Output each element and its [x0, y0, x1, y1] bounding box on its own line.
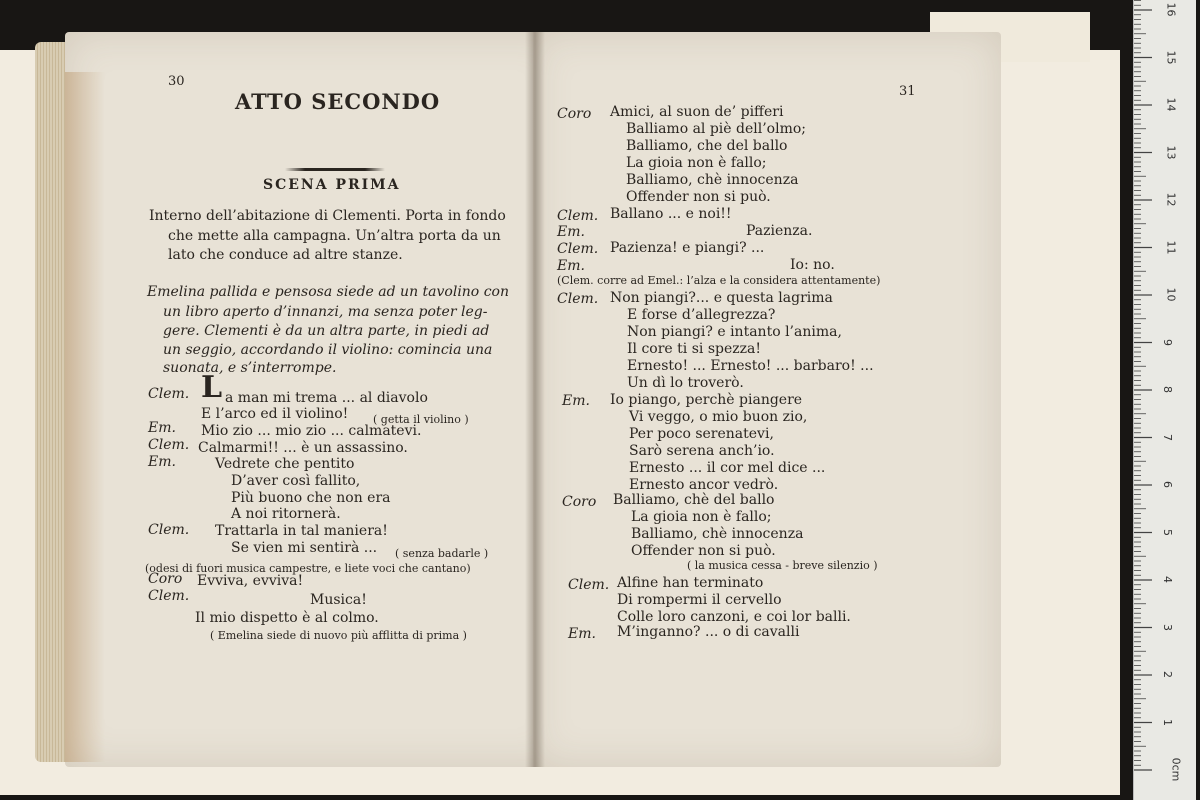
left-page-number: 30 [168, 74, 185, 89]
setting-line-3: lato che conduce ad altre stanze. [168, 247, 403, 263]
stage-note: (odesi di fuori musica campestre, e liete voci che cantano) [145, 562, 471, 575]
stage-note: ( senza badarle ) [395, 547, 489, 560]
verse-line: Più buono che non era [231, 490, 391, 506]
verse-line: A noi ritornerà. [231, 506, 341, 522]
speaker-label: Coro [148, 571, 183, 587]
ruler-label: 4 [1161, 576, 1174, 583]
verse-line: Offender non si può. [626, 189, 771, 205]
ruler-label: 1 [1161, 718, 1174, 726]
speaker-label: Clem. [148, 588, 190, 604]
act-title: ATTO SECONDO [235, 89, 441, 114]
verse-line: Ernesto! ... Ernesto! ... barbaro! ... [627, 358, 874, 374]
verse-line: Offender non si può. [631, 543, 776, 559]
verse-line: a man mi trema ... al diavolo [225, 390, 428, 406]
speaker-label: Clem. [557, 208, 599, 224]
speaker-label: Clem. [148, 386, 190, 402]
verse-line: La gioia non è fallo; [631, 509, 772, 525]
right-page-number: 31 [899, 84, 916, 99]
speaker-label: Clem. [568, 577, 610, 593]
verse-line: Evviva, evviva! [197, 573, 304, 589]
speaker-label: Em. [148, 420, 176, 436]
verse-line: E forse d’allegrezza? [627, 307, 776, 323]
speaker-label: Em. [557, 224, 585, 240]
speaker-label: Clem. [148, 437, 190, 453]
stage-direction-line-3: gere. Clementi è da un altra parte, in piedi ad [163, 323, 490, 339]
setting-line-1: Interno dell’abitazione di Clementi. Porta in fondo [149, 208, 506, 224]
verse-line: Se vien mi sentirà ... [231, 540, 378, 556]
verse-line: Io: no. [790, 257, 835, 273]
verse-line: Balliamo, chè innocenza [626, 172, 799, 188]
ruler-label: 0cm [1169, 757, 1183, 782]
ruler-label: 12 [1164, 192, 1178, 207]
verse-line: Un dì lo troverò. [627, 375, 744, 391]
ruler-ticks [1134, 0, 1196, 800]
title-rule [285, 168, 385, 171]
book-gutter [525, 32, 545, 767]
verse-line: Di rompermi il cervello [617, 592, 782, 608]
speaker-label: Em. [568, 626, 596, 642]
ruler-label: 11 [1164, 240, 1178, 254]
setting-line-2: che mette alla campagna. Un’altra porta da un [168, 228, 501, 244]
ruler-label: 14 [1164, 97, 1178, 112]
verse-line: Balliamo, chè innocenza [631, 526, 804, 542]
verse-line: D’aver così fallito, [231, 473, 361, 489]
ruler-label: 9 [1161, 338, 1174, 346]
ruler-label: 6 [1161, 481, 1174, 488]
verse-line: Sarò serena anch’io. [629, 443, 775, 459]
speaker-label: Clem. [557, 291, 599, 307]
measurement-ruler [1133, 0, 1196, 800]
verse-line: Il core ti si spezza! [627, 341, 761, 357]
ruler-label: 7 [1161, 433, 1174, 441]
verse-line: Balliamo, che del ballo [626, 138, 788, 154]
stage-note: ( la musica cessa - breve silenzio ) [687, 559, 878, 572]
verse-line: Ernesto ancor vedrò. [629, 477, 779, 493]
verse-line: La gioia non è fallo; [626, 155, 767, 171]
verse-line: Amici, al suon de’ pifferi [610, 104, 784, 120]
speaker-label: Coro [562, 494, 597, 510]
verse-line: Non piangi?... e questa lagrima [610, 290, 833, 306]
verse-line: E l’arco ed il violino! [201, 406, 349, 422]
ruler-label: 16 [1164, 2, 1178, 17]
stage-direction-line-2: un libro aperto d’innanzi, ma senza poter leg- [163, 304, 488, 320]
ruler-label: 10 [1164, 287, 1178, 302]
verse-line: Ernesto ... il cor mel dice ... [629, 460, 826, 476]
verse-line: Musica! [310, 592, 367, 608]
stage-note: (Clem. corre ad Emel.: l’alza e la considera attentamente) [557, 274, 881, 287]
ruler-label: 13 [1164, 145, 1178, 159]
verse-line: Calmarmi!! ... è un assassino. [198, 440, 408, 456]
verse-line: Io piango, perchè piangere [610, 392, 803, 408]
stage-note: ( Emelina siede di nuovo più afflitta di prima ) [210, 629, 467, 642]
verse-line: Colle loro canzoni, e coi lor balli. [617, 609, 851, 625]
verse-line: Per poco serenatevi, [629, 426, 774, 442]
ruler-label: 3 [1161, 623, 1174, 631]
stage-direction-line-5: suonata, e s’interrompe. [163, 360, 337, 376]
stage-direction-line-1: Emelina pallida e pensosa siede ad un tavolino con [147, 284, 509, 300]
verse-line: Mio zio ... mio zio ... calmatevi. [201, 423, 422, 439]
verse-line: Balliamo, chè del ballo [613, 492, 775, 508]
verse-line: Non piangi? e intanto l’anima, [627, 324, 842, 340]
verse-line: Pazienza! e piangi? ... [610, 240, 765, 256]
ruler-label: 5 [1161, 528, 1174, 536]
speaker-label: Coro [557, 106, 592, 122]
verse-line: Ballano ... e noi!! [610, 206, 732, 222]
verse-line: Balliamo al piè dell’olmo; [626, 121, 806, 137]
speaker-label: Clem. [557, 241, 599, 257]
speaker-label: Em. [562, 393, 590, 409]
open-book [35, 32, 1005, 772]
verse-line: Pazienza. [746, 223, 813, 239]
ruler-label: 15 [1164, 50, 1178, 64]
speaker-label: Clem. [148, 522, 190, 538]
speaker-label: Em. [148, 454, 176, 470]
scene-title: SCENA PRIMA [263, 177, 401, 193]
drop-cap: L [201, 370, 223, 405]
ruler-label: 2 [1161, 671, 1174, 678]
verse-line: M’inganno? ... o di cavalli [617, 624, 800, 640]
ruler-label: 8 [1161, 386, 1174, 393]
verse-line: Alfine han terminato [617, 575, 764, 591]
verse-line: Il mio dispetto è al colmo. [195, 610, 379, 626]
stage-note: ( getta il violino ) [373, 413, 469, 426]
speaker-label: Em. [557, 258, 585, 274]
verse-line: Vi veggo, o mio buon zio, [629, 409, 808, 425]
stage-direction-line-4: un seggio, accordando il violino: comincia una [163, 342, 493, 358]
verse-line: Vedrete che pentito [215, 456, 355, 472]
edge-stain [65, 72, 105, 762]
verse-line: Trattarla in tal maniera! [215, 523, 388, 539]
